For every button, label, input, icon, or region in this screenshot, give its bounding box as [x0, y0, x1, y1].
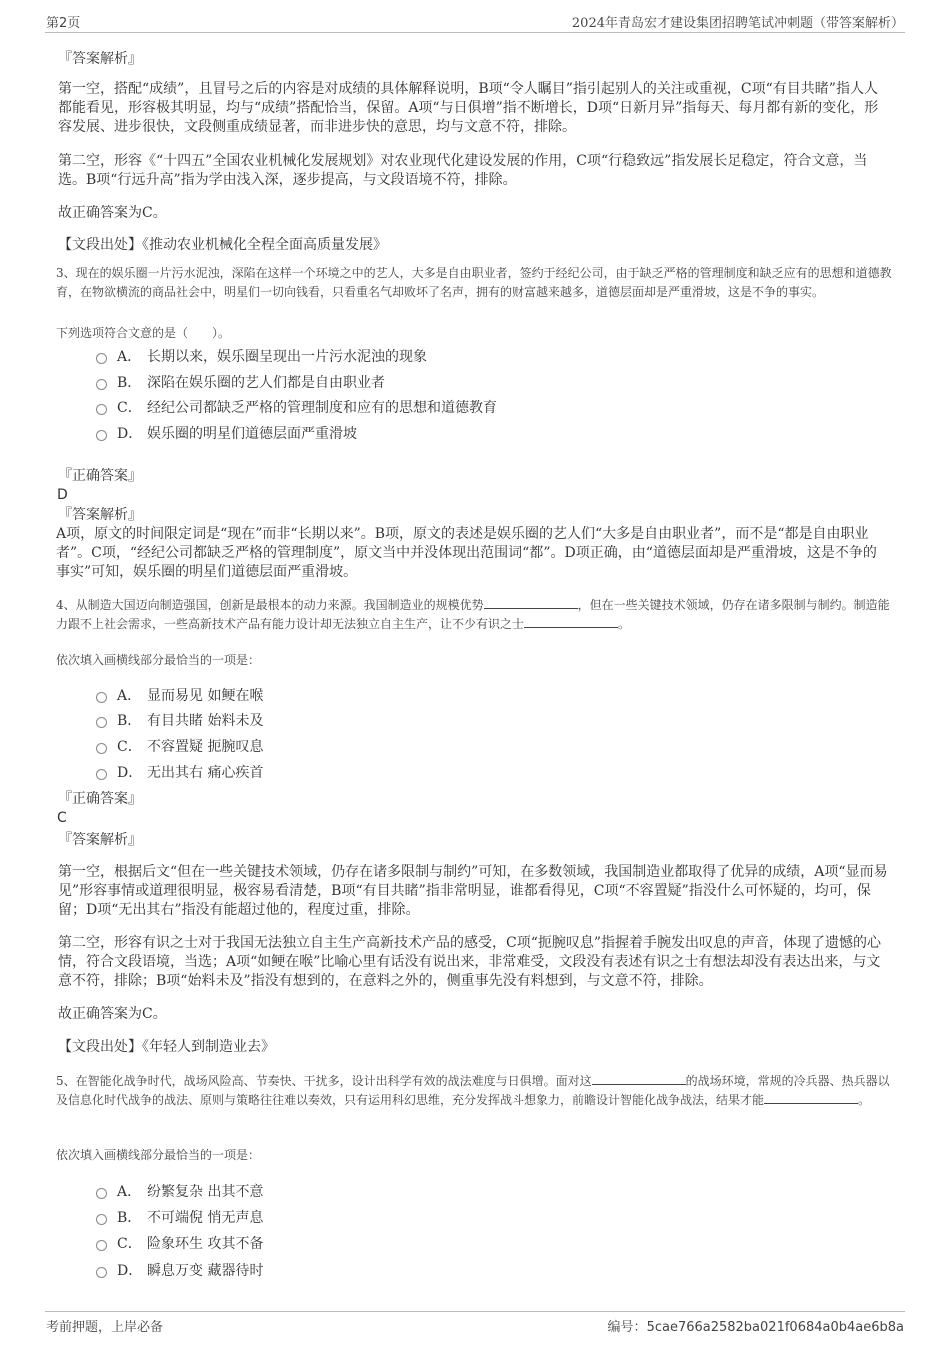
q5-stem-part2: 的战场环境，常规的冷兵器、热兵器以及信息化时代战争的战法、原则与策略往往难以奏效，只有运用科幻思维，充分发挥战斗想象力，前瞻设计智能化战争战法，结果才能: [56, 1074, 890, 1107]
option-letter: A．: [117, 349, 142, 365]
q3-option-c[interactable]: [96, 398, 497, 416]
q4-option-b[interactable]: [96, 711, 263, 729]
option-letter: D．: [117, 426, 143, 442]
q4-option-a[interactable]: [96, 686, 263, 704]
option-letter: C．: [117, 1236, 142, 1252]
q4-explain-p1: 第一空，根据后文“但在一些关键技术领域，仍存在诸多限制与制约”可知，在多数领域，我国制造业都取得了优异的成绩，A项“显而易见”形容事情或道理很明显，极容易看清楚，B项“有目共睹”指非常明显，谁都看得见，C项“不容置疑”指没什么可怀疑的，均可，保留；D项“无出其右”指没有能超过他的，程度过重，排除。: [58, 864, 888, 918]
q5-option-c[interactable]: [96, 1234, 263, 1252]
code-value: 5cae766a2582ba021f0684a0b4ae6b8a: [646, 1320, 904, 1335]
radio-icon[interactable]: [96, 404, 107, 415]
q3-answer: D: [57, 487, 68, 503]
option-letter: C．: [117, 739, 142, 755]
radio-icon[interactable]: [96, 1188, 107, 1199]
option-letter: B．: [117, 1210, 142, 1226]
option-text: 瞬息万变 藏器待时: [147, 1263, 264, 1279]
page-number: 第2页: [46, 16, 81, 31]
footer-slogan: 考前押题，上岸必备: [46, 1320, 164, 1335]
q4-stem-part1: 4、从制造大国迈向制造强国，创新是最根本的动力来源。我国制造业的规模优势: [56, 598, 484, 612]
q4-answer-heading: 『正确答案』: [58, 791, 142, 807]
radio-icon[interactable]: [96, 1240, 107, 1251]
q3-answer-heading: 『正确答案』: [58, 468, 142, 484]
option-letter: A．: [117, 688, 142, 704]
option-text: 纷繁复杂 出其不意: [147, 1184, 264, 1200]
blank-line: [764, 1091, 858, 1104]
document-title: 2024年青岛宏才建设集团招聘笔试冲刺题（带答案解析）: [571, 16, 904, 31]
q3-option-a[interactable]: [96, 347, 427, 365]
radio-icon[interactable]: [96, 379, 107, 390]
option-text: 经纪公司都缺乏严格的管理制度和应有的思想和道德教育: [147, 400, 497, 416]
option-text: 无出其右 痛心疾首: [147, 765, 264, 781]
q5-prompt: 依次填入画横线部分最恰当的一项是：: [56, 1148, 261, 1162]
option-letter: B．: [117, 713, 142, 729]
q4-conclusion: 故正确答案为C。: [58, 1006, 167, 1022]
q4-option-c[interactable]: [96, 737, 263, 755]
radio-icon[interactable]: [96, 692, 107, 703]
q4-stem-part3: 。: [618, 617, 631, 631]
document-code: [608, 1316, 904, 1335]
q2-conclusion: 故正确答案为C。: [58, 205, 167, 221]
q2-explain-heading: 『答案解析』: [58, 51, 142, 67]
option-text: 长期以来，娱乐圈呈现出一片污水泥浊的现象: [147, 349, 427, 365]
radio-icon[interactable]: [96, 717, 107, 728]
q4-explain-p2: 第二空，形容有识之士对于我国无法独立自主生产高新技术产品的感受，C项“扼腕叹息”指握着手腕发出叹息的声音，体现了遗憾的心情，符合文段语境，当选；A项“如鲠在喉”比喻心里有话没有说出来，非常难受，文段没有表述有识之士有想法却没有表达出来，与文意不符，排除；B项“始料未及”指没有想到的，在意料之外的，侧重事先没有料想到，与文意不符，排除。: [58, 935, 882, 989]
radio-icon[interactable]: [96, 430, 107, 441]
radio-icon[interactable]: [96, 353, 107, 364]
q2-explain-p2: 第二空，形容《“十四五”全国农业机械化发展规划》对农业现代化建设发展的作用，C项“行稳致远”指发展长足稳定，符合文意，当选。B项“行远升高”指为学由浅入深，逐步提高，与文段语境不符，排除。: [58, 153, 868, 188]
radio-icon[interactable]: [96, 743, 107, 754]
q3-explain: A项，原文的时间限定词是“现在”而非“长期以来”。B项，原文的表述是娱乐圈的艺人们“大多是自由职业者”，而不是“都是自由职业者”。C项，“经纪公司都缺乏严格的管理制度”，原文当中并没体现出范围词“都”。D项正确，由“道德层面却是严重滑坡，这是不争的事实”可知，娱乐圈的明星们道德层面严重滑坡。: [56, 526, 877, 580]
q3-option-d[interactable]: [96, 424, 357, 442]
q4-option-d[interactable]: [96, 763, 263, 781]
q5-option-d[interactable]: [96, 1261, 263, 1279]
footer-divider: [45, 1311, 905, 1312]
q2-source: 【文段出处】《推动农业机械化全程全面高质量发展》: [58, 237, 387, 253]
option-letter: D．: [117, 1263, 143, 1279]
q4-source: 【文段出处】《年轻人到制造业去》: [58, 1039, 275, 1055]
q3-prompt: 下列选项符合文意的是（ ）。: [56, 326, 231, 340]
q5-option-b[interactable]: [96, 1208, 263, 1226]
q4-explain-heading: 『答案解析』: [58, 832, 142, 848]
option-letter: B．: [117, 375, 142, 391]
q3-stem: 3、现在的娱乐圈一片污水泥浊，深陷在这样一个环境之中的艺人，大多是自由职业者，签约于经纪公司，由于缺乏严格的管理制度和缺乏应有的思想和道德教育，在物欲横流的商品社会中，明星们一切向钱看，只看重名气却败坏了名声，拥有的财富越来越多，道德层面却是严重滑坡，这是不争的事实。: [56, 266, 892, 299]
q5-stem: [56, 1072, 898, 1110]
option-letter: C．: [117, 400, 142, 416]
q5-option-a[interactable]: [96, 1182, 263, 1200]
option-letter: D．: [117, 765, 143, 781]
q3-explain-heading: 『答案解析』: [58, 507, 142, 523]
option-text: 深陷在娱乐圈的艺人们都是自由职业者: [147, 375, 385, 391]
q5-stem-part1: 5、在智能化战争时代，战场风险高、节奏快、干扰多，设计出科学有效的战法难度与日俱增。面对这: [56, 1074, 592, 1088]
q2-explain-p1: 第一空，搭配“成绩”，且冒号之后的内容是对成绩的具体解释说明，B项“令人瞩目”指引起别人的关注或重视，C项“有目共睹”指人人都能看见，形容极其明显，均与“成绩”搭配恰当，保留。A项“与日俱增”指不断增长，D项“日新月异”指每天、每月都有新的变化，形容发展、进步很快，文段侧重成绩显著，而非进步快的意思，均与文意不符，排除。: [58, 81, 879, 135]
q5-stem-part3: 。: [858, 1093, 871, 1107]
blank-line: [524, 615, 618, 628]
q3-option-b[interactable]: [96, 373, 385, 391]
radio-icon[interactable]: [96, 1267, 107, 1278]
q4-stem: [56, 596, 898, 634]
option-text: 显而易见 如鲠在喉: [147, 688, 264, 704]
option-text: 险象环生 攻其不备: [147, 1236, 264, 1252]
radio-icon[interactable]: [96, 769, 107, 780]
q4-prompt: 依次填入画横线部分最恰当的一项是：: [56, 653, 261, 667]
option-text: 不可端倪 悄无声息: [147, 1210, 264, 1226]
option-text: 有目共睹 始料未及: [147, 713, 264, 729]
option-text: 不容置疑 扼腕叹息: [147, 739, 264, 755]
option-text: 娱乐圈的明星们道德层面严重滑坡: [147, 426, 357, 442]
header-divider: [45, 32, 905, 33]
q4-answer: C: [57, 810, 67, 826]
blank-line: [592, 1072, 686, 1085]
radio-icon[interactable]: [96, 1214, 107, 1225]
q4-stem-part2: ，但在一些关键技术领域，仍存在诸多限制与制约。制造能力跟不上社会需求，一些高新技术产品有能力设计却无法独立自主生产，让不少有识之士: [56, 598, 890, 631]
code-label: 编号：: [607, 1320, 647, 1335]
option-letter: A．: [117, 1184, 142, 1200]
blank-line: [484, 596, 578, 609]
